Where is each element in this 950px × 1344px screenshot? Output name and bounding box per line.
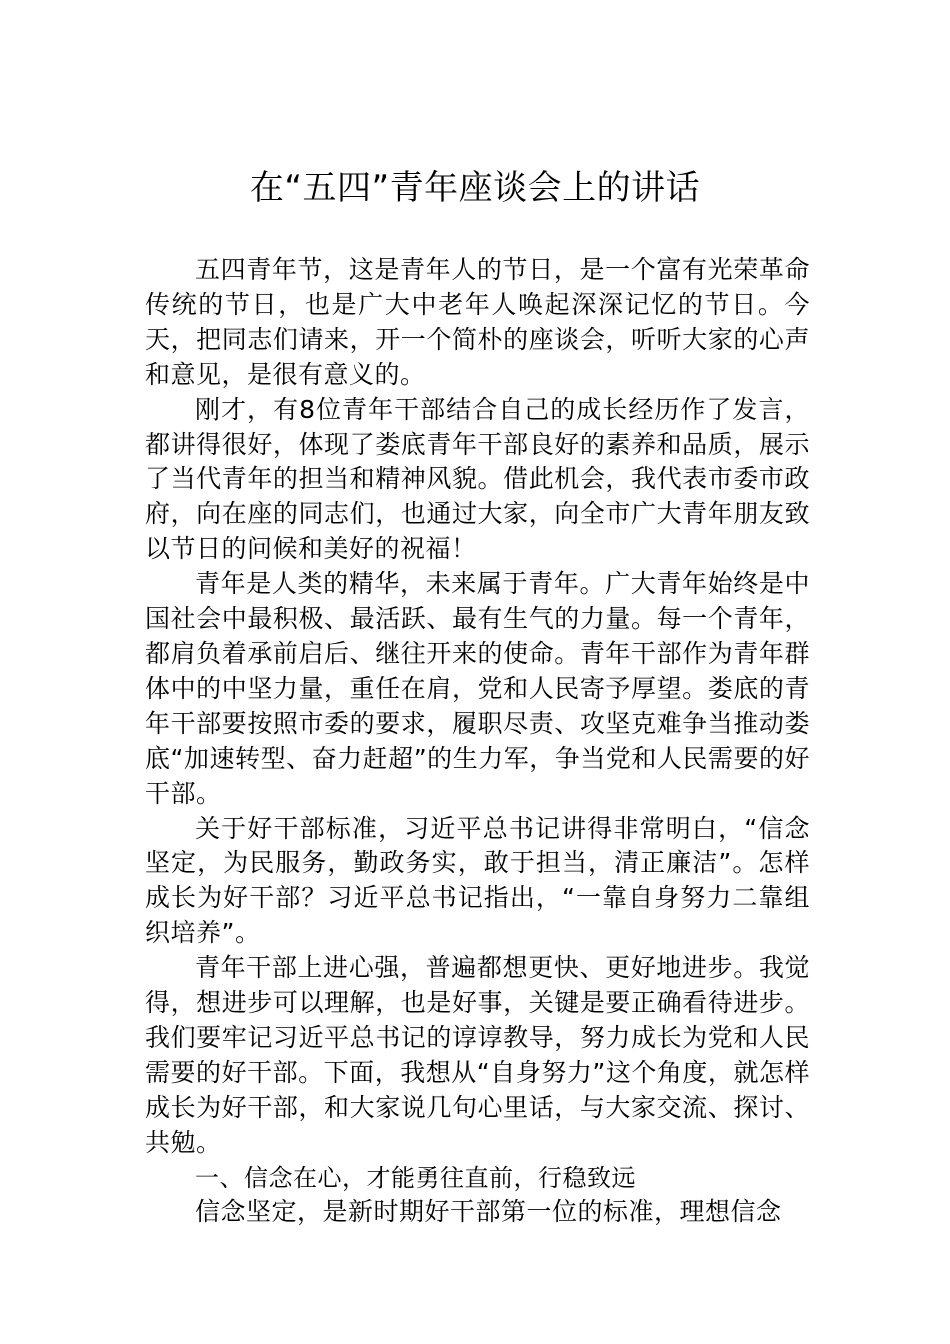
paragraph-3: 青年是人类的精华，未来属于青年。广大青年始终是中国社会中最积极、最活跃、最有生气的力量。每一个青年，都肩负着承前启后、继往开来的使命。青年干部作为青年群体中的中坚力量，重任在肩，党和人民寄予厚望。娄底的青年干部要按照市委的要求，履职尽责、攻坚克难争当推动娄底“加速转型、奋力赶超”的生力军，争当党和人民需要的好干部。 (145, 569, 810, 808)
section-heading-1: 一、信念在心，才能勇往直前，行稳致远 (195, 1163, 636, 1192)
paragraph-1: 五四青年节，这是青年人的节日，是一个富有光荣革命传统的节日，也是广大中老年人唤起深深记忆的节日。今天，把同志们请来，开一个简朴的座谈会，听听大家的心声和意见，是很有意义的。 (145, 255, 810, 389)
paragraph-4: 关于好干部标准，习近平总书记讲得非常明白，“信念坚定，为民服务，勤政务实，敢于担当，清正廉洁”。怎样成长为好干部？习近平总书记指出，“一靠自身努力二靠组织培养”。 (145, 813, 810, 948)
document-body (145, 253, 810, 1230)
document-title: 在“五四”青年座谈会上的讲话 (249, 168, 701, 208)
paragraph-6: 信念坚定，是新时期好干部第一位的标准，理想信念 (195, 1197, 782, 1227)
paragraph-2: 刚才，有8位青年干部结合自己的成长经历作了发言，都讲得很好，体现了娄底青年干部良好的素养和品质，展示了当代青年的担当和精神风貌。借此机会，我代表市委市政府，向在座的同志们，也通过大家，向全市广大青年朋友致以节日的问候和美好的祝福！ (145, 394, 810, 564)
paragraph-5: 青年干部上进心强，普遍都想更快、更好地进步。我觉得，想进步可以理解，也是好事，关键是要正确看待进步。我们要牢记习近平总书记的谆谆教导，努力成长为党和人民需要的好干部。下面，我想从“自身努力”这个角度，就怎样成长为好干部，和大家说几句心里话，与大家交流、探讨、共勉。 (145, 953, 810, 1157)
